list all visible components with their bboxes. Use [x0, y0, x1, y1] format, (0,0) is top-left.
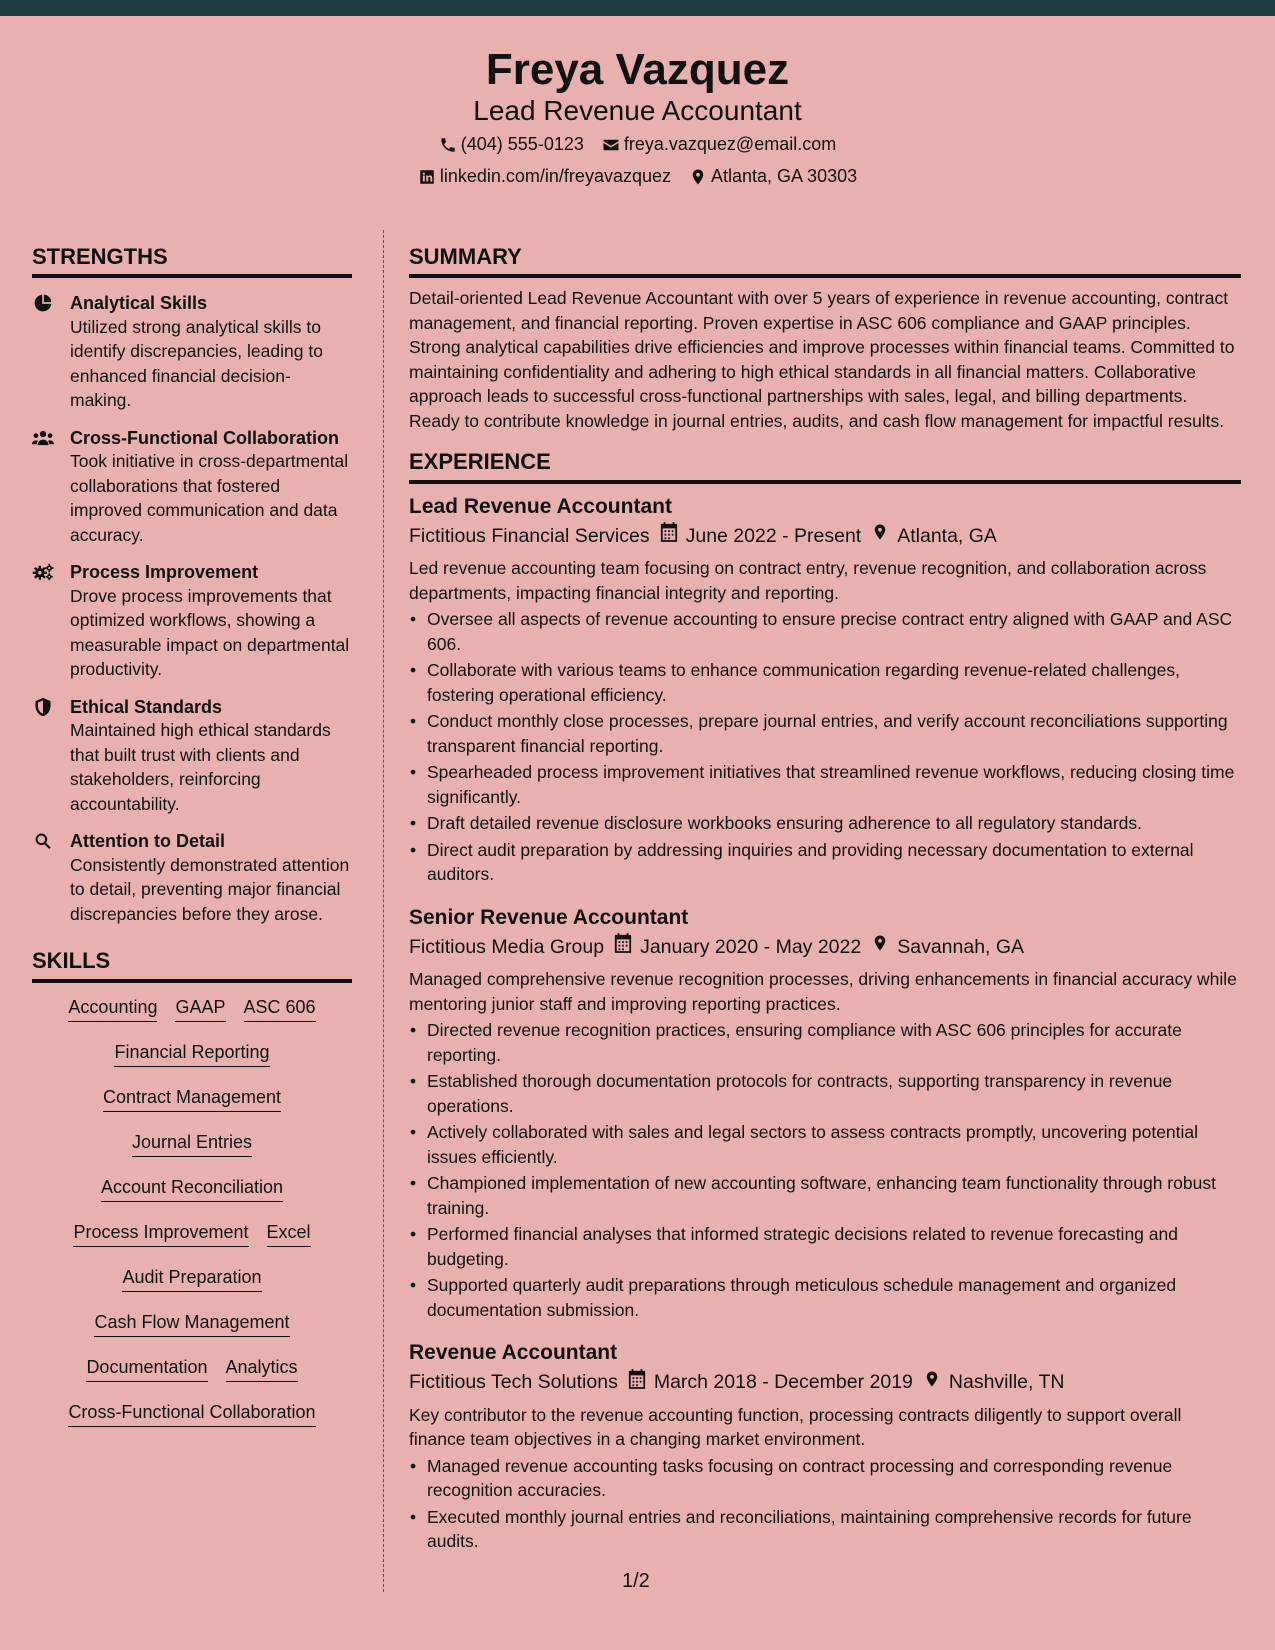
- job-bullets: [409, 1018, 1241, 1322]
- experience-heading: EXPERIENCE: [409, 449, 1241, 483]
- column-divider: [383, 230, 384, 1592]
- bullet-item: • Collaborate with various teams to enhance communication regarding revenue-related challenges, fostering operational efficiency.: [427, 658, 1241, 707]
- skills-list: [32, 997, 352, 1447]
- skill-tag: Financial Reporting: [114, 1042, 269, 1068]
- skill-row: [32, 1312, 352, 1357]
- pie-chart-icon: [32, 293, 56, 313]
- strength-title: Attention to Detail: [70, 831, 225, 852]
- skill-tag: ASC 606: [244, 997, 316, 1023]
- page-number: 1/2: [622, 1570, 650, 1592]
- skill-row: [32, 1402, 352, 1447]
- job-bullets: [409, 1454, 1241, 1554]
- strengths-heading: STRENGTHS: [32, 244, 352, 278]
- linkedin-text: linkedin.com/in/freyavazquez: [439, 166, 671, 186]
- bullet-item: • Championed implementation of new accounting software, enhancing team functionality through robust training.: [427, 1171, 1241, 1220]
- job-entry: [409, 494, 1241, 887]
- skill-row: [32, 1177, 352, 1222]
- phone-text: (404) 555-0123: [460, 134, 584, 154]
- job-meta: [409, 522, 1241, 550]
- strength-description: Consistently demonstrated attention to detail, preventing major financial discrepancies before they arose.: [70, 854, 350, 924]
- candidate-title: Lead Revenue Accountant: [473, 95, 802, 126]
- job-description: Managed comprehensive revenue recognition processes, driving enhancements in financial accuracy while mentoring junior staff and improving reporting practices.: [409, 969, 1237, 1014]
- location-text: Savannah, GA: [897, 935, 1025, 958]
- job-meta: [409, 1369, 1241, 1397]
- gears-icon: [32, 562, 56, 582]
- bullet-item: • Directed revenue recognition practices, ensuring compliance with ASC 606 principles for accurate reporting.: [427, 1018, 1241, 1067]
- summary-heading: SUMMARY: [409, 244, 1241, 278]
- skill-row: [32, 1042, 352, 1087]
- linkedin-icon: [418, 168, 436, 186]
- resume-header: [0, 16, 1275, 204]
- skill-tag: Cash Flow Management: [94, 1312, 289, 1338]
- job-description: Key contributor to the revenue accounting function, processing contracts diligently to support overall finance team objectives in a changing market environment.: [409, 1404, 1182, 1450]
- skill-tag: Analytics: [226, 1357, 298, 1383]
- company-name: Fictitious Media Group: [409, 935, 605, 958]
- job-bullets: [409, 607, 1241, 887]
- job-location: [923, 1369, 1065, 1397]
- strength-item: [32, 830, 352, 926]
- job-meta: [409, 933, 1241, 961]
- left-column: [32, 244, 352, 1447]
- skill-row: [32, 1267, 352, 1312]
- skill-row: [32, 1087, 352, 1132]
- job-entry: [409, 905, 1241, 1323]
- bullet-item: • Managed revenue accounting tasks focusing on contract processing and corresponding revenue recognition accuracies.: [427, 1454, 1241, 1503]
- strength-title: Process Improvement: [70, 562, 259, 583]
- strength-item: [32, 696, 352, 817]
- summary-text: Detail-oriented Lead Revenue Accountant with over 5 years of experience in revenue accounting, contract management, and financial reporting. Proven expertise in ASC 606 compliance and GAAP principles. Strong analytical capabilities drive efficiencies and improve processes within financial teams. Committed to maintaining confidentiality and adhering to high ethical standards in all financial matters. Collaborative approach leads to successful cross-functional partnerships with sales, legal, and billing departments. Ready to contribute knowledge in journal entries, audits, and cash flow management for impactful results.: [409, 288, 1235, 431]
- skill-tag: Process Improvement: [73, 1222, 248, 1248]
- strength-title: Cross-Functional Collaboration: [70, 427, 340, 448]
- strengths-list: [32, 292, 352, 926]
- top-bar: [0, 0, 1275, 16]
- skill-row: [32, 1357, 352, 1402]
- map-pin-icon: [923, 1369, 941, 1397]
- job-dates: [614, 933, 861, 961]
- search-icon: [32, 831, 56, 851]
- calendar-icon: [660, 522, 678, 550]
- map-pin-icon: [871, 522, 889, 550]
- location-text: Atlanta, GA 30303: [711, 166, 858, 186]
- company-name: Fictitious Financial Services: [409, 524, 650, 547]
- strength-description: Utilized strong analytical skills to identify discrepancies, leading to enhanced financial decision-making.: [70, 316, 323, 411]
- candidate-name: Freya Vazquez: [485, 45, 790, 94]
- dates-text: June 2022 - Present: [685, 524, 862, 547]
- skill-row: [32, 997, 352, 1042]
- strength-title: Ethical Standards: [70, 696, 223, 717]
- map-pin-icon: [871, 933, 889, 961]
- strength-description: Drove process improvements that optimized workflows, showing a measurable impact on departmental productivity.: [70, 585, 350, 680]
- bullet-item: • Direct audit preparation by addressing inquiries and providing necessary documentation to external auditors.: [427, 838, 1241, 887]
- shield-icon: [32, 697, 56, 717]
- contact-email[interactable]: [602, 134, 836, 156]
- contact-row-1: [0, 134, 1275, 156]
- job-location: [871, 522, 997, 550]
- map-pin-icon: [689, 168, 707, 186]
- dates-text: January 2020 - May 2022: [640, 935, 862, 958]
- bullet-item: • Executed monthly journal entries and reconciliations, maintaining comprehensive records for future audits.: [427, 1505, 1241, 1554]
- job-dates: [628, 1369, 913, 1397]
- job-description: Led revenue accounting team focusing on contract entry, revenue recognition, and collaboration across departments, impacting financial integrity and reporting.: [409, 558, 1207, 603]
- skill-tag: Journal Entries: [132, 1132, 252, 1158]
- bullet-item: • Spearheaded process improvement initiatives that streamlined revenue workflows, reducing closing time significantly.: [427, 760, 1241, 809]
- strength-item: [32, 292, 352, 413]
- skills-heading: SKILLS: [32, 948, 352, 982]
- strength-item: [32, 427, 352, 548]
- strength-description: Took initiative in cross-departmental collaborations that fostered improved communication and data accuracy.: [70, 451, 349, 545]
- contact-location: [689, 166, 857, 188]
- skill-tag: Excel: [267, 1222, 311, 1248]
- skill-tag: Contract Management: [103, 1087, 281, 1113]
- strength-item: [32, 561, 352, 682]
- skill-tag: Cross-Functional Collaboration: [68, 1402, 315, 1428]
- skill-tag: Accounting: [68, 997, 157, 1023]
- contact-row-2: [0, 166, 1275, 188]
- skill-tag: Audit Preparation: [122, 1267, 261, 1293]
- bullet-item: • Established thorough documentation protocols for contracts, supporting transparency in revenue operations.: [427, 1069, 1241, 1118]
- bullet-item: • Performed financial analyses that informed strategic decisions related to revenue forecasting and budgeting.: [427, 1222, 1241, 1271]
- right-column: [409, 244, 1241, 1554]
- contact-linkedin[interactable]: [418, 166, 671, 188]
- skill-tag: Account Reconciliation: [101, 1177, 283, 1203]
- job-dates: [660, 522, 862, 550]
- calendar-icon: [628, 1369, 646, 1397]
- strength-description: Maintained high ethical standards that built trust with clients and stakeholders, reinforcing accountability.: [70, 720, 331, 814]
- calendar-icon: [614, 933, 632, 961]
- location-text: Nashville, TN: [948, 1371, 1065, 1394]
- jobs-list: [409, 494, 1241, 1554]
- skill-tag: Documentation: [86, 1357, 207, 1383]
- bullet-item: • Conduct monthly close processes, prepare journal entries, and verify account reconciliations supporting transparent financial reporting.: [427, 709, 1241, 758]
- job-title: Revenue Accountant: [409, 1341, 618, 1365]
- skill-tag: GAAP: [175, 997, 225, 1023]
- location-text: Atlanta, GA: [897, 524, 997, 547]
- users-icon: [32, 428, 56, 448]
- contact-phone: [439, 134, 584, 156]
- bullet-item: • Supported quarterly audit preparations through meticulous schedule management and organized documentation submission.: [427, 1273, 1241, 1322]
- job-title: Senior Revenue Accountant: [409, 905, 689, 929]
- job-title: Lead Revenue Accountant: [409, 494, 672, 518]
- bullet-item: • Draft detailed revenue disclosure workbooks ensuring adherence to all regulatory standards.: [427, 811, 1241, 836]
- dates-text: March 2018 - December 2019: [653, 1371, 913, 1394]
- skill-row: [32, 1222, 352, 1267]
- company-name: Fictitious Tech Solutions: [409, 1371, 618, 1394]
- strength-title: Analytical Skills: [70, 293, 208, 314]
- phone-icon: [439, 136, 457, 154]
- bullet-item: • Oversee all aspects of revenue accounting to ensure precise contract entry aligned with GAAP and ASC 606.: [427, 607, 1241, 656]
- envelope-icon: [602, 136, 620, 154]
- bullet-item: • Actively collaborated with sales and legal sectors to assess contracts promptly, uncovering potential issues efficiently.: [427, 1120, 1241, 1169]
- job-entry: [409, 1340, 1241, 1554]
- email-text: freya.vazquez@email.com: [623, 134, 837, 154]
- job-location: [871, 933, 1024, 961]
- skill-row: [32, 1132, 352, 1177]
